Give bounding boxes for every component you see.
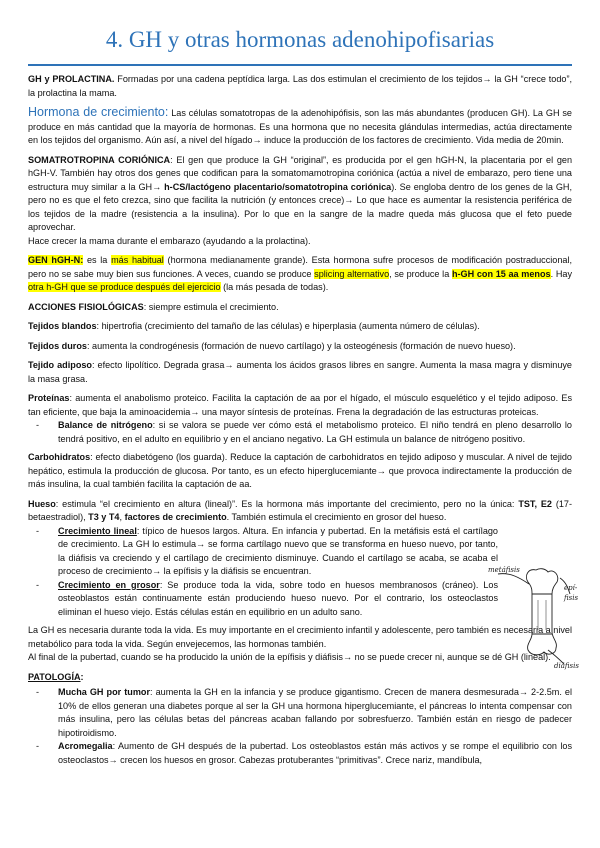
text-crecimiento-lineal: : típico de huesos largos. Altura. En infancia y pubertad. En la metáfisis está el cartílago de crecimiento. La GH lo estimula→ se forma cartílago nuevo que se transforma en hueso nuevo, por tanto, la diáfisis va creciendo y el cartílago de crecimiento disminuye. Cuando el cartílago se acaba, se acaba el proceso de crecimiento→ la epífisis y la diáfisis se encuentran.	[58, 525, 498, 576]
list-item	[28, 686, 572, 740]
paragraph-gen-hgh-n	[28, 254, 572, 295]
heading-gh-prolactina: GH y PROLACTINA.	[28, 74, 115, 84]
heading-hueso: Hueso	[28, 498, 56, 509]
heading-tejidos-blandos: Tejidos blandos	[28, 321, 97, 331]
text-gen-4: . Hay	[550, 268, 572, 279]
text-gh-prolactina: Formadas por una cadena peptídica larga. Las dos estimulan el crecimiento de los tejidos→ la GH “crece todo”, la prolactina la mama.	[28, 74, 572, 98]
text-tejido-adiposo: : efecto lipolítico. Degrada grasa→ aumenta los ácidos grasos libres en sangre. Aumenta la masa magra y disminuye la masa grasa.	[28, 360, 572, 384]
text-hueso-4: . También estimula el crecimiento en grosor del hueso.	[226, 512, 447, 522]
text-gen-2: (hormona medianamente grande). Esta hormona sufre procesos de modificación postraduccional, pero no se sabe muy bien sus funciones. A veces, cuando se produce	[28, 255, 572, 279]
heading-tejidos-duros: Tejidos duros	[28, 340, 87, 351]
bone-outline	[498, 569, 570, 664]
heading-hormona-crecimiento: Hormona de crecimiento:	[28, 105, 169, 119]
heading-acromegalia: Acromegalia	[58, 741, 113, 751]
paragraph-final-pubertad: Al final de la pubertad, cuando se ha producido la unión de la epífisis y diáfisis→ no se puede crecer ni, aunque se dé GH (lineal).	[28, 652, 551, 662]
text-tejidos-duros: : aumenta la condrogénesis (formación de nuevo cartílago) y la osteogénesis (formación de nuevo hueso).	[86, 340, 516, 351]
text-somatotropina-2: ). Se engloba dentro de los genes de la GH, pero no es que el feto crezca, sino que facilita la nutrición (y entonces crece)→ Lo que hace es aumentar la resistencia periférica de los tejidos de la madre (resistencia a la insulina). Por lo que en la sangre de la madre queda más glucosa que el feto puede aprovechar.	[28, 181, 572, 232]
text-gen-1: es la	[83, 255, 112, 265]
paragraph-hormona-crecimiento	[28, 106, 572, 148]
highlight-mas-habitual: más habitual	[111, 255, 164, 265]
text-crecimiento-grosor: : Se produce toda la vida, sobre todo en huesos membranosos (cráneo). Los osteoblastos están continuamente están produciendo hueso nuevo. Por el contrario, los osteoclastos eliminan el hueso viejo. Estás células están en equilibrio en un adulto sano.	[58, 579, 498, 617]
paragraph-hueso	[28, 498, 572, 525]
text-carbohidratos: : efecto diabetógeno (los guarda). Reduce la captación de carbohidratos en tejido adiposo y muscular. A nivel de tejido hepático, estimula la producción de glucosa. Por tanto, es un efecto hiperglucemiante→ que provoca indirectamente la producción de más insulina, la cual también facilita la captación de aa.	[28, 452, 572, 489]
list-item	[28, 525, 498, 579]
paragraph-somatotropina-2: Hace crecer la mama durante el embarazo (ayudando a la prolactina).	[28, 235, 311, 246]
text-proteinas: : aumenta el anabolismo proteico. Facilita la captación de aa por el hígado, el músculo esquelético y el tejido adiposo. Es tan eficiente, que baja la aminoacidemia→ una mayor síntesis de proteínas. Frena la degradación de las estructuras proteicas.	[28, 393, 572, 417]
paragraph-gh-prolactina	[28, 73, 572, 100]
text-acromegalia: : Aumento de GH después de la pubertad. Los osteoblastos están más activos y se rompe el equilibrio con los osteoclastos→ crecen los huesos en grosor. Cabezas protuberantes “primitivas”. Crece nariz, mandíbula,	[58, 741, 572, 765]
paragraph-tejidos-duros	[28, 340, 572, 354]
list-proteinas	[28, 419, 572, 446]
heading-tejido-adiposo: Tejido adiposo	[28, 360, 92, 370]
page-title: 4. GH y otras hormonas adenohipofisarias	[105, 27, 495, 52]
text-somatotropina-1: : El gen que produce la GH “original”, es producida por el gen hGH-N, la placentaria por el gen hGH-V. También hay otros dos genes que codifican para la somatomamotropina coriónica (actúa a nivel de embarazo, pero tiene una estructura muy similar a la GH→	[28, 154, 573, 192]
highlight-hgh-15aa: h-GH con 15 aa menos	[451, 268, 551, 279]
paragraph-gh-necesaria: La GH es necesaria durante toda la vida. Es muy importante en el crecimiento infantil y adolescente, pero también es necesaria a nivel metabólico para toda la vida. Según envejecemos, las hormonas también.	[28, 625, 572, 649]
text-balance-nitrogeno: : si se valora se puede ver cómo está el metabolismo proteico. El niño tendrá en pleno desarrollo lo tendrá positivo, en el adulto en equilibrio y en el anciano negativo. La GH estimula un balance de nitrógeno positivo.	[58, 420, 572, 444]
text-mucha-gh: : aumenta la GH en la infancia y se produce gigantismo. Crecen de manera desmesurada→ 2-2.5m. el 10% de ellos generan una diabetes porque al ser la GH una hormona hiperglucemiante, el páncreas lo intenta compensar con más insulina, pero las células betas del páncreas acaban fallando por sobresfuerzo. También están en riesgo de padecer hipotiroidismo.	[58, 687, 572, 738]
sketch-label-epi: epí-	[564, 584, 578, 592]
text-hormona-crecimiento: Las células somatotropas de la adenohipófisis, son las más abundantes (producen GH). La GH se produce en más cantidad que la mayoría de hormonas. Es una hormona que no necesita glándulas intermedias, actúa directamente en los tejidos del organismo. Aún así, a nivel del hígado→ induce la producción de los factores de crecimiento. Vida media de 20min.	[28, 108, 572, 145]
heading-crecimiento-lineal: Crecimiento lineal	[58, 525, 137, 536]
text-tejidos-blandos: : hipertrofia (crecimiento del tamaño de las células) e hiperplasia (aumenta número de células).	[96, 321, 480, 331]
paragraph-proteinas	[28, 392, 572, 419]
sketch-label-metafisis: metáfisis	[488, 566, 520, 574]
list-hueso	[28, 525, 498, 620]
list-item	[28, 740, 572, 767]
text-acciones: : siempre estimula el crecimiento.	[143, 301, 279, 312]
bold-factores: factores de crecimiento	[124, 512, 227, 522]
text-hueso-3: ,	[119, 512, 125, 522]
heading-somatotropina: SOMATROTROPINA CORIÓNICA	[28, 154, 171, 165]
bold-hcs: h-CS/lactógeno placentario/somatotropina coriónica	[164, 181, 392, 192]
bold-tst-e2: TST, E2	[518, 498, 552, 509]
paragraph-somatotropina	[28, 154, 572, 235]
heading-crecimiento-grosor: Crecimiento en grosor	[58, 579, 160, 590]
text-gen-5: (la más pesada de todas).	[220, 282, 329, 292]
heading-proteinas: Proteínas	[28, 393, 70, 403]
heading-mucha-gh: Mucha GH por tumor	[58, 687, 151, 697]
list-item	[28, 419, 572, 446]
heading-carbohidratos: Carbohidratos	[28, 452, 91, 462]
paragraph-tejidos-blandos	[28, 320, 572, 334]
text-gen-3: , se produce la	[389, 268, 452, 279]
heading-patologia: PATOLOGÍA	[28, 671, 81, 682]
paragraph-acciones	[28, 301, 572, 315]
sketch-label-diafisis: diáfisis	[554, 662, 579, 670]
title-rule	[28, 64, 572, 66]
heading-patologia-colon: :	[80, 671, 84, 682]
paragraph-tejido-adiposo	[28, 359, 572, 386]
highlight-otra-hgh: otra h-GH que se produce después del ejercicio	[28, 282, 221, 292]
highlight-splicing: splicing alternativo	[314, 268, 390, 279]
heading-acciones: ACCIONES FISIOLÓGICAS	[28, 301, 144, 312]
text-hueso-1: : estimula “el crecimiento en altura (lineal)”. Es la hormona más importante del crecimiento, pero no la única:	[55, 498, 519, 509]
bone-sketch-drawing	[488, 560, 588, 670]
list-item	[28, 579, 498, 620]
bold-t3-t4: T3 y T4	[88, 512, 120, 522]
list-patologia	[28, 686, 572, 767]
paragraph-carbohidratos	[28, 451, 572, 492]
text-hueso-2: (17-betaestradiol),	[28, 498, 573, 522]
sketch-label-fisis: fisis	[564, 594, 579, 602]
heading-balance-nitrogeno: Balance de nitrógeno	[58, 420, 153, 430]
heading-gen-hgh-n: GEN hGH-N:	[28, 255, 84, 265]
paragraph-patologia	[28, 671, 572, 685]
